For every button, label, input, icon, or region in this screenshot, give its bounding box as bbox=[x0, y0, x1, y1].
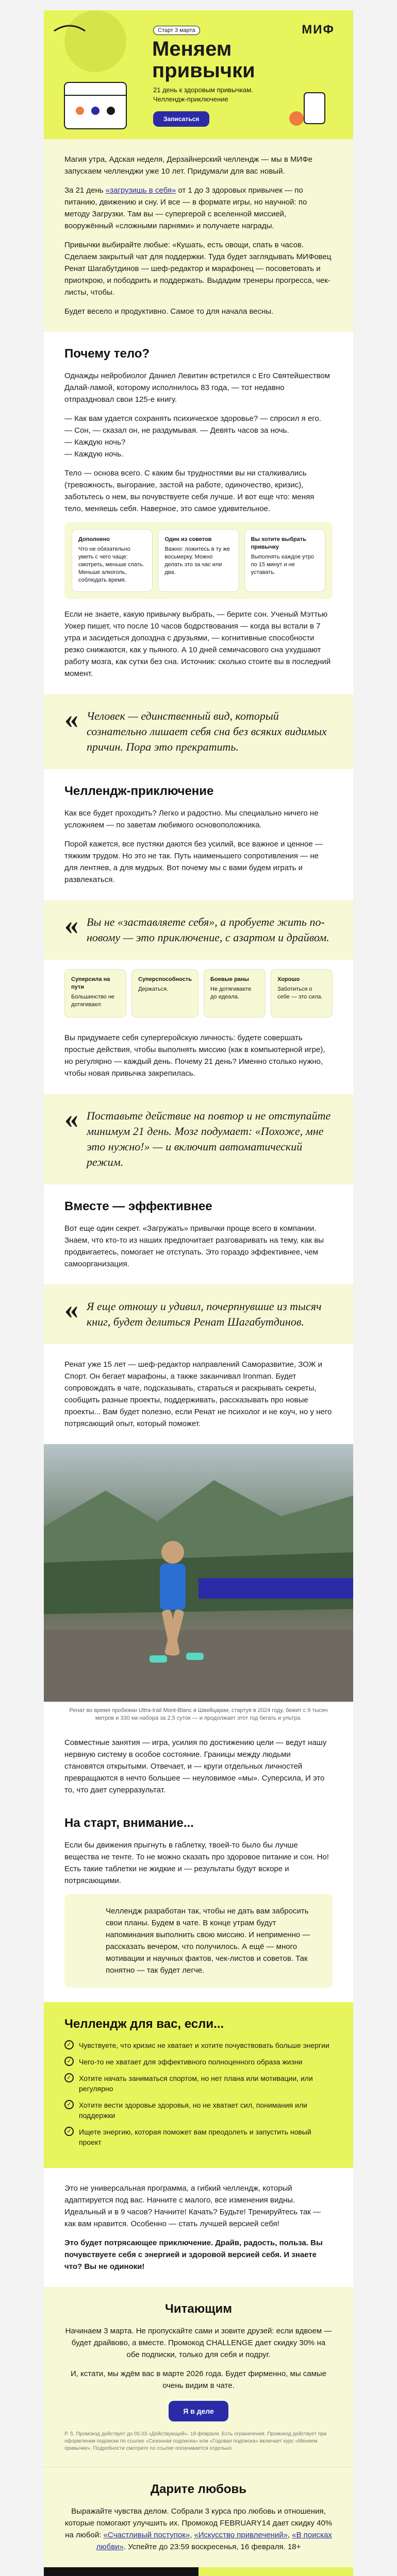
hero-signup-button[interactable]: Записаться bbox=[153, 111, 209, 127]
challenge-quote-2-text: Поставьте действие на повтор и не отступайте минимум 21 день. Мозг подумает: «Похоже, мне это нужно!» — и включит автоматический режим. bbox=[87, 1109, 331, 1168]
together-paragraph-3: Совместные занятия — игра, усилия по достижению цели — ведут нашу нервную систему в особое состояние. Границы между людьми становятся открытыми. Отвечает, и — круги отдельных личностей превращаются в нечто большее — неуловимое «мы». Суперсила, И это то, что дает суперразультат. bbox=[64, 1738, 327, 1794]
hero-title-line2: привычки bbox=[152, 59, 255, 82]
checklist-item bbox=[64, 2127, 333, 2147]
checklist-item-text: Чувствуете, что кризис не хватает и хотите почувствовать больше энергии bbox=[79, 2041, 329, 2049]
checklist-item bbox=[64, 2040, 333, 2050]
start-note bbox=[64, 1894, 333, 1988]
quote-mark-icon: « bbox=[64, 703, 78, 734]
why-title: Почему тело? bbox=[64, 347, 150, 361]
why-cards bbox=[64, 522, 333, 599]
checklist-item bbox=[64, 2057, 333, 2067]
together-section-2 bbox=[44, 1344, 353, 1444]
challenge-section bbox=[44, 769, 353, 900]
inviting-section bbox=[44, 2287, 353, 2467]
habit-card-title: Один из советов bbox=[164, 536, 212, 543]
gift-link-2[interactable]: «Искусство привлечений» bbox=[194, 2531, 288, 2539]
dialog-line: — Сон, — сказал он, не раздумывая. — Девять часов за ночь. bbox=[64, 426, 289, 435]
promo-banners bbox=[44, 2567, 353, 2576]
hero-subtitle-line2: Челлендж-приключение bbox=[153, 95, 228, 103]
inviting-title: Читающим bbox=[165, 2302, 232, 2316]
gift-link-1[interactable]: «Счастливый поступок» bbox=[103, 2531, 190, 2539]
checklist-after bbox=[44, 2168, 353, 2287]
challenge-paragraph-1: Как все будет проходить? Легко и радостно. Мы специально ничего не усложняем — по заветам любимого основоположника. bbox=[64, 809, 319, 829]
intro-paragraph-4: Будет весело и продуктивно. Самое то для начала весны. bbox=[64, 307, 274, 316]
checklist-title: Челлендж для вас, если... bbox=[64, 2017, 224, 2031]
checklist-item bbox=[64, 2073, 333, 2094]
why-paragraph-1: Однажды нейробиолог Даниел Левитин встретился с Его Святейшеством Далай-ламой, которому исполнилось 83 года, — тот недавно отпраздновал свои 125-е книгу. bbox=[64, 371, 330, 404]
intro-section bbox=[44, 139, 353, 332]
inviting-paragraph-1: Начинаем 3 марта. Не пропускайте сами и зовите друзей: если вдвоем — будет драйвово, а вместе. Промокод CHALLENGE дает скидку 30% на обе подписки, только для себя и подруг. bbox=[65, 2327, 332, 2359]
habit-card-text: Важно: ложитесь в ту же восьмерку. Можно делать это за час или два. bbox=[164, 546, 230, 575]
hero-card-title: Суперспособность bbox=[138, 976, 192, 982]
why-paragraph-3: Если не знаете, какую привычку выбрать, — берите сон. Ученый Мэттью Уокер пишет, что после 10 часов бодрствования — когда вы встали в 7 утра и засидеться допоздна с друзьями, — когнитивные способности резко снижаются, как у пьяного. А 10 дней семичасового сна ухудшают работу мозга, как сутки без сна. Источник: сколько стоите вы в последний момент. bbox=[64, 610, 331, 678]
join-button[interactable]: Я в деле bbox=[169, 2401, 228, 2421]
runner-photo-illustration bbox=[44, 1444, 353, 1702]
habit-card-text: Что не обязательно уметь с чего чаще: смотреть, меньше спать. Меньше алкоголь, соблюдать время. bbox=[78, 546, 144, 583]
intro-paragraph-3: Привычки выбирайте любые: «Кушать, есть овощи, спать в часов. Сделаем закрытый чат для поддержки. Туда будет заглядывать МИФовец Ренат Шагабутдинов — шеф-редактор и марафонец — посоветовать и приоткрою, и пободрить и поддержать. Выдадим тренеры прогресса, чек-листы, чтобы. bbox=[64, 241, 332, 297]
checklist-section bbox=[44, 2002, 353, 2168]
why-paragraph-2: Тело — основа всего. С каким бы трудностями вы ни сталкивались (тревожность, выгорание, застой на работе, одиночество, кризис), заботьтесь о нем, вы почувствуете себя лучше. И вот еще что: меняя тело, меняешь себя. Наверное, это самое удивительное. bbox=[64, 469, 315, 513]
inviting-paragraph-2: И, кстати, мы ждём вас в марте 2026 года. Будет фирменно, мы самые очень видим в чате. bbox=[70, 2369, 327, 2390]
together-quote bbox=[44, 1284, 353, 1344]
gift-link-3[interactable]: «В поисках любви» bbox=[96, 2531, 332, 2551]
checklist-item-text: Ищете энергию, которая поможет вам преодолеть и запустить новый проект bbox=[79, 2128, 311, 2146]
intro-paragraph-1: Магия утра, Адская неделя, Дерзайнерский челлендж — мы в МИФе запускаем челленджи уже 10 лет. Придумали для вас новый. bbox=[64, 155, 312, 176]
hero-card bbox=[271, 969, 333, 1018]
check-icon: ✓ bbox=[64, 2040, 74, 2049]
check-icon: ✓ bbox=[64, 2073, 74, 2082]
hero-card bbox=[131, 969, 198, 1018]
gift-title: Дарите любовь bbox=[150, 2482, 247, 2496]
check-icon: ✓ bbox=[64, 2057, 74, 2066]
together-quote-text: Я еще отношу и удивил, почерпнувшие из тысяч книг, будет делиться Ренат Шагабутдинов. bbox=[87, 1300, 322, 1328]
checklist-item-text: Хотите вести здоровье здоровья, но не хватает сил, понимания или поддержки bbox=[79, 2101, 307, 2120]
checklist-item-text: Хотите начать заниматься спортом, но нет плана или мотивации, или регулярно bbox=[79, 2074, 313, 2093]
start-section bbox=[44, 1810, 353, 2002]
habit-card-text: Выполнять каждое утро по 15 минут и не уставать. bbox=[251, 554, 315, 575]
together-paragraph-2: Ренат уже 15 лет — шеф-редактор направлений Саморазвитие, ЗОЖ и Спорт. Он бегает марафоны, а также заканчивал Ironman. Будет сопровождать в чате, подсказывать, стараться и раскрывать секреты, сообщить разные проекты, поддерживать, рассказывать про новые проекты... Вам будет полезно, если Ренат не психолог и не коуч, но у него потрясающий опыт, который поможет. bbox=[64, 1360, 332, 1428]
inviting-fine-print: Р. S. Промокод действует до 05.03 «Действующий». 18 февраля. Есть ограничения. Промокод действует при оформлении подписки по ссылке «Сезонная подписка» или «Годовая подписка» включает курс «Меняем привычки». Подробности смотрите по ссылке оплачивается отдельно bbox=[64, 2431, 327, 2451]
why-dialog bbox=[64, 413, 333, 460]
habit-card bbox=[244, 529, 325, 592]
gift-section bbox=[44, 2467, 353, 2567]
habit-card-title: Дополнено bbox=[78, 536, 110, 543]
habit-card-title: Вы хотите выбрать привычку bbox=[251, 536, 306, 550]
gift-text: Выражайте чувства делом. Собрали 3 курса про любовь и отношения, которые помогают улучшить их. Промокод FEBRUARY14 дает скидку 40% на любой: bbox=[64, 2507, 333, 2539]
quote-mark-icon: « bbox=[64, 1294, 78, 1325]
gift-text-end: . Успейте до 23:59 воскресенья, 16 февраля. 18+ bbox=[123, 2543, 301, 2551]
why-quote-text: Человек — единственный вид, который сознательно лишает себя сна без всяких видимых причин. Пора это прекратить. bbox=[87, 709, 327, 753]
hero-logo: МИФ bbox=[302, 23, 335, 37]
hero-banner[interactable] bbox=[44, 10, 353, 139]
dialog-line: — Каждую ночь? bbox=[64, 438, 126, 447]
hero-card-title: Суперсила на пути bbox=[71, 976, 110, 990]
start-paragraph-1: Если бы движения прыгнуть в габлетку, твоей-то было бы лучше вещества не тенте. То не можно сказать про здоровое питание и сон. Но! Есть такие таблетки не жидкие и — результаты будут вскоре и потрясающими. bbox=[64, 1841, 329, 1885]
checklist-item bbox=[64, 2100, 333, 2121]
quote-mark-icon: « bbox=[64, 1103, 78, 1134]
intro-paragraph-2 bbox=[64, 184, 333, 232]
check-icon: ✓ bbox=[64, 2127, 74, 2136]
challenge-cards bbox=[44, 960, 353, 1027]
challenge-title: Челлендж-приключение bbox=[64, 784, 214, 798]
dialog-line: — Каждую ночь. bbox=[64, 450, 124, 459]
hero-title-line1: Меняем bbox=[152, 38, 232, 60]
check-icon: ✓ bbox=[64, 2100, 74, 2109]
intro-p2-before: За 21 день bbox=[64, 186, 106, 195]
habit-card bbox=[158, 529, 239, 592]
challenge-quote-text: Вы не «заставляете себя», а пробуете жить по-новому — это приключение, с азартом и драйвом. bbox=[87, 916, 329, 944]
habit-card bbox=[72, 529, 153, 592]
checklist bbox=[64, 2040, 333, 2147]
runner-photo bbox=[44, 1444, 353, 1702]
dialog-line: — Как вам удается сохранять психическое здоровье? — спросил я его. bbox=[64, 414, 321, 423]
together-title: Вместе — эффективнее bbox=[64, 1199, 212, 1213]
hero-card bbox=[64, 969, 126, 1018]
quote-mark-icon: « bbox=[64, 909, 78, 940]
hero-title bbox=[152, 38, 255, 81]
hero-card-title: Боевые раны bbox=[210, 976, 249, 982]
challenge-quote-2 bbox=[44, 1094, 353, 1184]
why-section bbox=[44, 332, 353, 694]
email-container bbox=[44, 10, 353, 2576]
hero-card-text: Заботиться о себе — это сила. bbox=[277, 986, 323, 1000]
challenge-paragraph-2: Порой кажется, все пустяки даются без усилий, все важное и ценное — тяжким трудом. Но это не так. Путь наименьшего сопротивления — не для лентяев, а для мудрых. Вот почему мы с вами будем играть и развлекаться. bbox=[64, 840, 323, 884]
hero-card-text: Большинство не дотягивают. bbox=[71, 994, 114, 1008]
checklist-paragraph-1: Это не универсальная программа, а гибкий челлендж, который адаптируется под вас. Начните с малого, все изменения видны. Идеальный и в 9 часов? Начните! Качать? Будьте! Тренируйтесь так — как вам нравится. Особенно — стать лучшей версией себя! bbox=[64, 2184, 321, 2228]
challenge-paragraph-3: Вы придумаете себя супергеройскую личность: будете совершать простые действия, чтобы выполнять миссию (как в компьютерной игре), но регулярно — каждый день. Почему 21 день? Именно столько нужно, чтобы новая привычка закрепилась. bbox=[64, 1033, 325, 1078]
why-quote bbox=[44, 694, 353, 769]
checklist-paragraph-2: Это будет потрясающее приключение. Драйв, радость, польза. Вы почувствуете себя с энергией и здоровой версией себя. И знаете что? Вы не одиноки! bbox=[64, 2239, 323, 2271]
hero-card-title: Хорошо bbox=[277, 976, 300, 982]
together-paragraph-1: Вот еще один секрет. «Загружать» привычки проще всего в компании. Знаем, что кто-то из наших предпочитает разговаривать на тему, как вы продвигаетесь, помогает не отступать. Это гораздо эффективнее, чем самоорганизация. bbox=[64, 1224, 324, 1268]
together-section-3 bbox=[44, 1722, 353, 1810]
challenge-section-2 bbox=[44, 1027, 353, 1094]
hero-card bbox=[204, 969, 266, 1018]
checklist-item-text: Чего-то не хватает для эффективного полноценного образа жизни bbox=[79, 2058, 303, 2066]
gift-paragraph: Выражайте чувства делом. Собрали 3 курса про любовь и отношения, которые помогают улучшить их. Промокод FEBRUARY14 дает скидку 40% на любой: «Счастливый поступок», «Искусство привлечений», «В поисках любви». Успейте до 23:59 воскресенья, 16 февраля. 18+ bbox=[64, 2507, 333, 2551]
hero-card-text: Держаться. bbox=[138, 986, 169, 992]
hero-subtitle bbox=[153, 86, 253, 104]
hero-subtitle-line1: 21 день к здоровым привычкам. bbox=[153, 86, 253, 94]
intro-p2-after: от 1 до 3 здоровых привычек — по питанию, движению и сну. И все — в формате игры, но научной: по методу Загрузки. Там вы — супергерой с вселенной миссией, вооружённый «сложными парнями» и получаете награды. bbox=[64, 186, 307, 230]
intro-link[interactable]: «загрузишь в себя» bbox=[105, 186, 176, 195]
hero-card-text: Не дотягиваете до идеала. bbox=[210, 986, 252, 1000]
photo-caption: Ренат во время пробежки Ultra-trail Mont-Blanc в Швейцарии, стартуя в 2024 году, бежит с 9 тысяч метров и 330 км набора за 2,5 суток — и продолжает этот год бегать и ультра. bbox=[69, 1707, 328, 1721]
promo-banner-left[interactable] bbox=[44, 2567, 198, 2576]
start-note-text: Челлендж разработан так, чтобы не дать вам забросить свои планы. Будем в чате. В конце утрам будут напоминания выполнить свою миссию. И неприменно — рассказать вечером, что получилось. А ещё — много мотивации и научных фактов, чек-листов и советов. Так понятно — так будет легче. bbox=[106, 1907, 310, 1975]
promo-banner-right[interactable] bbox=[198, 2567, 353, 2576]
start-title: На старт, внимание... bbox=[64, 1816, 194, 1830]
hero-badge: Старт 3 марта bbox=[153, 26, 200, 35]
challenge-quote bbox=[44, 900, 353, 960]
together-section bbox=[44, 1184, 353, 1284]
